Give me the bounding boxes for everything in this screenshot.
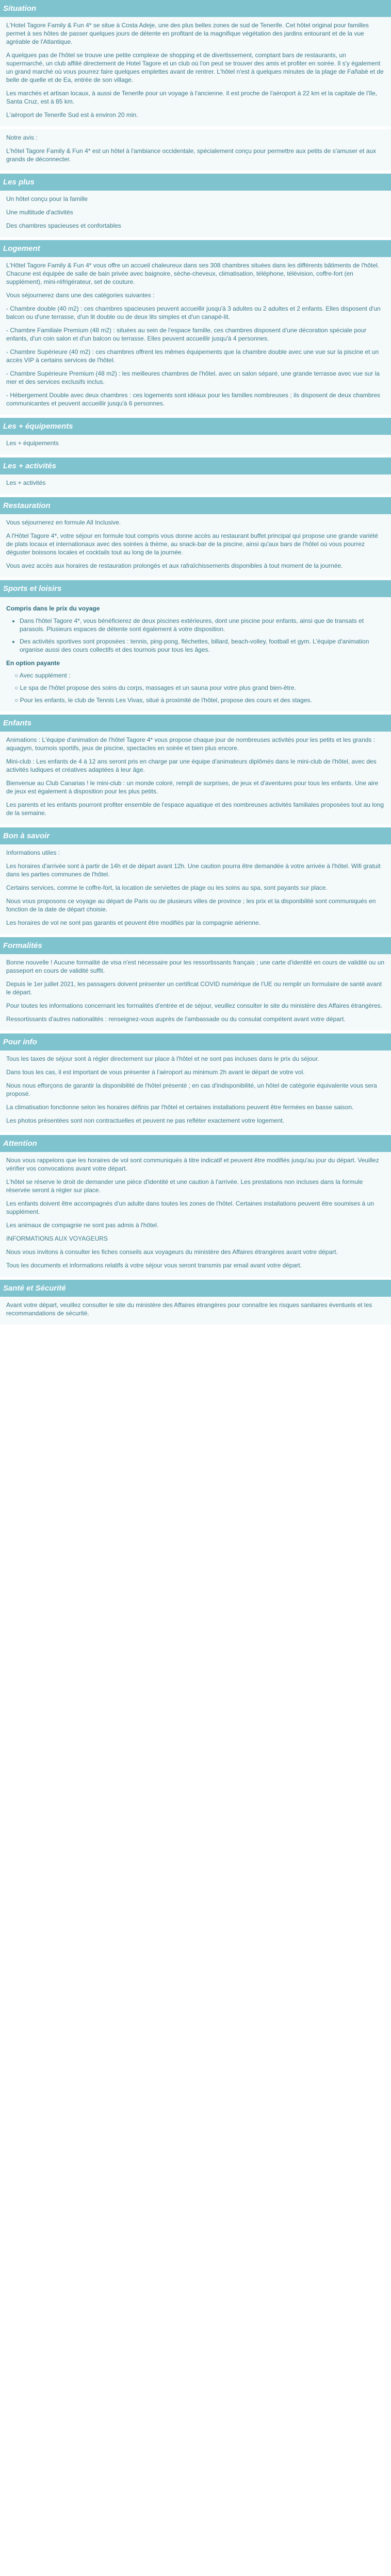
section-title: Situation [0,0,391,17]
section-title: Restauration [0,497,391,514]
section-title: Attention [0,1135,391,1152]
paragraph: Informations utiles : [6,849,60,856]
paragraph: Dans tous les cas, il est important de vous présenter à l'aéroport au minimum 2h avant le départ de votre vol. [6,1069,305,1076]
section-content [0,597,391,711]
paragraph: Les animaux de compagnie ne sont pas admis à l'hôtel. [6,1222,159,1229]
paragraph: Les enfants doivent être accompagnés d'un adulte dans toutes les zones de l'hôtel. Certaines installations peuvent être soumises à un supplément. [6,1200,374,1215]
section-content [0,514,391,577]
sports-optional-heading: En option payante [6,659,60,667]
section-situation [0,0,391,126]
section-attention [0,1135,391,1277]
paragraph: Nous vous invitons à consulter les fiches conseils aux voyageurs du ministère des Affaires étrangères avant votre départ. [6,1248,338,1256]
section-content [0,191,391,237]
paragraph: L'hôtel se réserve le droit de demander une pièce d'identité et une caution à l'arrivée. Les prestations non incluses dans la formule réservée seront à régler sur place. [6,1178,363,1194]
list-item: • Dans l'hôtel Tagore 4*, vous bénéficierez de deux piscines extérieures, dont une piscine pour enfants, ainsi que de transats et parasols. Plusieurs espaces de détente sont également à votre disposition. [20,617,385,633]
paragraph: - Chambre double (40 m2) : ces chambres spacieuses peuvent accueillir jusqu'à 3 adultes ou 2 adultes et 2 enfants. Elles disposent d'un balcon ou d'une terrasse, d'un lit double ou de deux lits simples et d'un canapé-lit. [6,305,381,320]
section-activ [0,457,391,494]
paragraph: Bonne nouvelle ! Aucune formalité de visa n'est nécessaire pour les ressortissants français ; une carte d'identité en cours de validité ou un passeport en cours de validité suffit. [6,959,385,974]
paragraph: Depuis le 1er juillet 2021, les passagers doivent présenter un certificat COVID numérique de l'UE ou remplir un formulaire de santé avant le départ. [6,980,382,996]
paragraph: Nous vous proposons ce voyage au départ de Paris ou de plusieurs villes de province ; les prix et la disponibilité sont communiqués en fonction de la date de départ choisie. [6,897,376,913]
sports-included-list [6,617,385,654]
list-item: ○ Pour les enfants, le club de Tennis Les Vivas, situé à proximité de l'hôtel, propose des cours et des stages. [14,696,385,704]
paragraph: L'Hotel Tagore Family & Fun 4* se situe à Costa Adeje, une des plus belles zones de sud de Tenerife. Cet hôtel original pour familles permet à ses hôtes de passer quelques jours de détente en profitant de la magnifique végétation des jardins entourant et de la vue agréable de l'Atlantique. [6,22,369,45]
paragraph: - Chambre Supérieure Premium (48 m2) : les meilleures chambres de l'hôtel, avec un salon séparé, une grande terrasse avec vue sur la mer et des services exclusifs inclus. [6,370,380,385]
paragraph: Mini-club : Les enfants de 4 à 12 ans seront pris en charge par une équipe d'animateurs diplômés dans le mini-club de l'hôtel, avec des activités ludiques et créatives adaptées à leur âge. [6,758,377,773]
paragraph: Les horaires de vol ne sont pas garantis et peuvent être modifiés par la compagnie aérienne. [6,919,260,926]
paragraph: Notre avis : [6,134,38,141]
paragraph: Les horaires d'arrivée sont à partir de 14h et de départ avant 12h. Une caution pourra être demandée à votre arrivée à l'hôtel. Wifi gratuit dans les parties communes de l'hôtel. [6,862,381,878]
paragraph: Des chambres spacieuses et confortables [6,222,121,229]
section-title: Santé et Sécurité [0,1280,391,1297]
paragraph: Pour toutes les informations concernant les formalités d'entrée et de séjour, veuillez consulter le site du ministère des Affaires étrangères. [6,1002,383,1009]
section-content [0,1297,391,1325]
sports-optional-list [6,671,385,704]
section-content [0,732,391,824]
section-lespoints [0,174,391,237]
section-content [0,129,391,171]
paragraph: Les photos présentées sont non contractuelles et peuvent ne pas refléter exactement votre logement. [6,1117,284,1124]
paragraph: Une multitude d'activités [6,209,73,216]
paragraph: - Chambre Familiale Premium (48 m2) : situées au sein de l'espace famille, ces chambres disposent d'une décoration spéciale pour enfants, d'un coin salon et d'un balcon ou terrasse. Elles peuvent accueillir jusqu'à 4 personnes. [6,327,367,342]
list-item: ○ Avec supplément : [14,671,385,680]
paragraph: Vous séjournerez dans une des catégories suivantes : [6,292,155,299]
paragraph: Vous séjournerez en formule All Inclusive. [6,519,121,526]
section-content [0,954,391,1030]
paragraph: Certains services, comme le coffre-fort, la location de serviettes de plage ou les soins au spa, sont payants sur place. [6,884,328,891]
section-title: Bon à savoir [0,827,391,844]
section-title: Formalités [0,937,391,954]
paragraph: Avant votre départ, veuillez consulter le site du ministère des Affaires étrangères pour connaître les risques sanitaires éventuels et les recommandations de sécurité. [6,1301,372,1317]
section-sports [0,580,391,711]
paragraph: - Chambre Supérieure (40 m2) : ces chambres offrent les mêmes équipements que la chambre double avec une vue sur la piscine et un accès VIP à certains services de l'hôtel. [6,348,379,364]
section-resto [0,497,391,577]
section-title: Logement [0,240,391,257]
section-title: Les + équipements [0,418,391,435]
section-content [0,257,391,415]
section-content [0,1050,391,1132]
section-logement [0,240,391,415]
paragraph: L'hôtel Tagore Family & Fun 4* est un hôtel à l'ambiance occidentale, spécialement conçu pour permettre aux petits de s'amuser et aux grands de déconnecter. [6,147,377,163]
sports-included-heading: Compris dans le prix du voyage [6,605,100,612]
section-content [0,844,391,934]
section-title: Pour info [0,1033,391,1050]
section-notes [0,129,391,171]
list-item: ○ Le spa de l'hôtel propose des soins du corps, massages et un sauna pour votre plus grand bien-être. [14,684,385,692]
paragraph: Ressortissants d'autres nationalités : renseignez-vous auprès de l'ambassade ou du consulat compétent avant votre départ. [6,1015,346,1023]
paragraph: Les marchés et artisan locaux, à aussi de Tenerife pour un voyage à l'ancienne. Il est proche de l'aéroport à 22 km et la capitale de l'île, Santa Cruz, est à 85 km. [6,90,378,105]
paragraph: A quelques pas de l'hôtel se trouve une petite complexe de shopping et de divertissement, comptant bars de restaurants, un supermarché, un club affilié directement de Hotel Tagore et un club où l'on peut se trouver des amis et profiter en soirée. Il s'y également un grand marché où vous pourrez faire quelques emplettes avant de rentrer. L'hôtel n'est à quelques minutes de la plage de Fañabé et de belle de quelle et de Ea, entrée de son village. [6,52,384,83]
paragraph: L'Hôtel Tagore Family & Fun 4* vous offre un accueil chaleureux dans ses 308 chambres situées dans les différents bâtiments de l'hôtel. Chacune est équipée de salle de bain privée avec baignoire, sèche-cheveux, climatisation, téléphone, télévision, coffre-fort (en supplément), mini-réfrigérateur, set de couture. [6,262,379,285]
paragraph: Les parents et les enfants pourront profiter ensemble de l'espace aquatique et des nombreuses activités familiales proposées tout au long de la semaine. [6,801,384,817]
paragraph: Tous les taxes de séjour sont à régler directement sur place à l'hôtel et ne sont pas incluses dans le prix du séjour. [6,1055,319,1062]
section-pourinfo [0,1033,391,1132]
paragraph: Les + activités [6,479,46,486]
list-item: • Des activités sportives sont proposées : tennis, ping-pong, fléchettes, billard, beach-volley, football et gym. L'équipe d'animation organise aussi des cours collectifs et des tournois pour tous les âges. [20,637,385,654]
paragraph: Les + équipements [6,439,59,447]
section-title: Les + activités [0,457,391,474]
paragraph: Tous les documents et informations relatifs à votre séjour vous seront transmis par email avant votre départ. [6,1262,302,1269]
section-title: Les plus [0,174,391,191]
paragraph: A l'Hôtel Tagore 4*, votre séjour en formule tout compris vous donne accès au restaurant buffet principal qui propose une grande variété de plats locaux et internationaux avec des soirées à thème, au snack-bar de la piscine, ainsi qu'aux bars de l'hôtel où vous pourrez déguster boissons locales et cocktails tout au long de la journée. [6,532,378,556]
paragraph: Un hôtel conçu pour la famille [6,195,88,202]
section-content [0,1152,391,1277]
paragraph: Vous avez accès aux horaires de restauration prolongés et aux rafraîchissements disponibles à tout moment de la journée. [6,562,343,569]
section-sante [0,1280,391,1325]
paragraph: Animations : L'équipe d'animation de l'hôtel Tagore 4* vous propose chaque jour de nombreuses activités pour les petits et les grands : aquagym, tournois sportifs, jeux de piscine, spectacles en soirée et bien plus encore. [6,736,376,752]
section-title: Sports et loisirs [0,580,391,597]
section-content [0,435,391,454]
paragraph: La climatisation fonctionne selon les horaires définis par l'hôtel et certaines installations peuvent être fermées en basse saison. [6,1104,354,1111]
paragraph: L'aéroport de Tenerife Sud est à environ 20 min. [6,111,138,118]
paragraph: Bienvenue au Club Canarias ! le mini-club : un monde coloré, rempli de surprises, de jeux et d'aventures pour tous les enfants. Une aire de jeux est également à disposition pour les plus petits. [6,779,379,795]
section-content [0,474,391,494]
section-equip [0,418,391,454]
section-bonsavoir [0,827,391,934]
section-content [0,17,391,126]
section-formalites [0,937,391,1030]
paragraph: INFORMATIONS AUX VOYAGEURS [6,1235,108,1242]
section-enfants [0,715,391,824]
paragraph: - Hébergement Double avec deux chambres : ces logements sont idéaux pour les familles nombreuses ; ils disposent de deux chambres communicantes et peuvent accueillir jusqu'à 6 personnes. [6,392,381,407]
paragraph: Nous nous efforçons de garantir la disponibilité de l'hôtel présenté ; en cas d'indisponibilité, un hôtel de catégorie équivalente vous sera proposé. [6,1082,377,1097]
section-title: Enfants [0,715,391,732]
paragraph: Nous vous rappelons que les horaires de vol sont communiqués à titre indicatif et peuvent être modifiés jusqu'au jour du départ. Veuillez vérifier vos convocations avant votre départ. [6,1157,379,1172]
